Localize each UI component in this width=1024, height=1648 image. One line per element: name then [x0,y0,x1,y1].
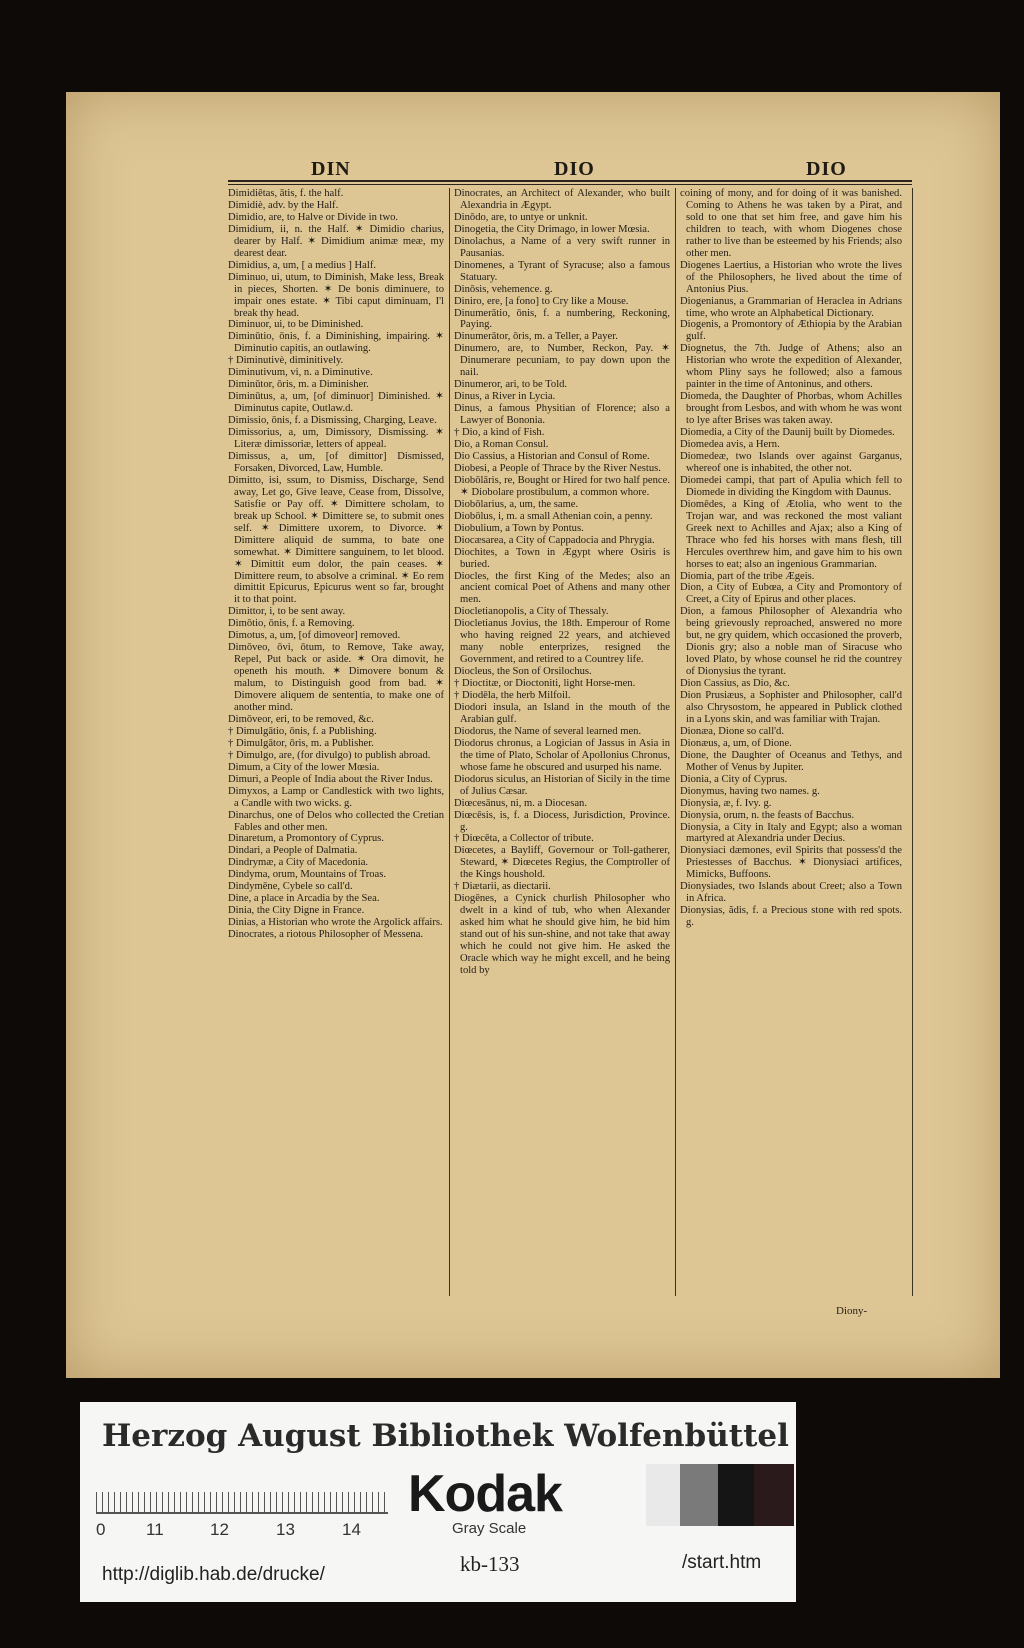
dictionary-entry: Dionysia, orum, n. the feasts of Bacchus. [680,809,855,821]
dictionary-entry: Dionymus, having two names. g. [680,785,820,797]
dictionary-entry: Dimidiētas, ātis, f. the half. [228,188,344,199]
dictionary-entry: Diobesi, a People of Thrace by the River Nestus. [454,462,661,474]
dictionary-entry: Diocles, the first King of the Medes; also an ancient comical Poet of Athens and many other men. [454,570,670,606]
dictionary-entry: Diobulium, a Town by Pontus. [454,522,584,534]
dictionary-entry: Dimōveo, ōvi, ōtum, to Remove, Take away, Repel, Put back or aside. ✶ Ora dimovit, he openeth his mouth. ✶ Dimovere bonum & malum, to Distinguish good from bad. ✶ Dimovere aliquem de sententia, to make one of another mind. [228,642,444,713]
dictionary-entry: Dimissio, ōnis, f. a Dismissing, Charging, Leave. [228,415,437,427]
dictionary-entry: Dimidio, are, to Halve or Divide in two. [228,211,399,223]
dictionary-entry: Dimissorius, a, um, Dimissory, Dismissing. ✶ Literæ dimissoriæ, letters of appeal. [228,427,444,451]
dictionary-entry: Dionia, a City of Cyprus. [680,773,788,785]
dictionary-entry: Dionysia, æ, f. Ivy. g. [680,797,772,809]
dictionary-entry: Dimōveor, eri, to be removed, &c. [228,713,374,725]
library-name: Herzog August Bibliothek Wolfenbüttel [102,1418,789,1454]
dictionary-entry: Dimittor, i, to be sent away. [228,606,346,618]
dictionary-entry: Dindrymæ, a City of Macedonia. [228,857,369,869]
dictionary-entry: † Diœcēta, a Collector of tribute. [454,833,594,845]
dictionary-entry: † Diætarii, as diectarii. [454,881,551,893]
dictionary-entry: † Diodēla, the herb Milfoil. [454,690,571,702]
dictionary-entry: coining of mony, and for doing of it was banished. Coming to Athens he was taken by a Pirat, and sold to one that set him free, and gave him his children to teach, with whom Diogenes chose rather to live than be esteemed by his Friends; also other men. [680,188,902,259]
ruler-number: 0 [96,1520,106,1539]
dictionary-entry: Dimidiè, adv. by the Half. [228,199,339,211]
dictionary-entry: Diobōlāris, re, Bought or Hired for two half pence. ✶ Diobolare prostibulum, a common whore. [454,474,670,498]
gray-scale-label: Gray Scale [452,1520,527,1537]
dictionary-entry: Dinumeror, ari, to be Told. [454,379,568,391]
dictionary-entry: Dinolachus, a Name of a very swift runner in Pausanias. [454,235,670,259]
dictionary-entry: Dionysiaci dæmones, evil Spirits that possess'd the Priestesses of Bacchus. ✶ Dionysiaci artifices, Mimicks, Buffoons. [680,845,902,881]
dictionary-entry: Diogenes Laertius, a Historian who wrote the lives of the Philosophers, he lived about the time of Antonius Pius. [680,259,902,295]
dictionary-entry: Diomeda, the Daughter of Phorbas, whom Achilles brought from Lesbos, and with whom he was wont to lye after Brises was taken away. [680,391,902,427]
dictionary-entry: Dindyma, orum, Mountains of Troas. [228,869,387,881]
dictionary-entry: Dimuri, a People of India about the River Indus. [228,773,433,785]
dictionary-entry: Diminūtor, ōris, m. a Diminisher. [228,379,369,391]
dictionary-entry: Diminutivum, vi, n. a Diminutive. [228,367,373,379]
ruler-number: 13 [276,1520,295,1539]
column-divider [449,188,450,1296]
column-divider [675,188,676,1296]
dictionary-entry: Dimissus, a, um, [of dimittor] Dismissed, Forsaken, Divorced, Law, Humble. [228,450,444,474]
measurement-ruler [96,1478,388,1514]
url-prefix: http://diglib.hab.de/drucke/ [102,1564,325,1585]
dictionary-entry: Dinias, a Historian who wrote the Argolick affairs. [228,917,443,929]
dictionary-entry: Dion Cassius, as Dio, &c. [680,678,790,690]
dictionary-entry: † Diminutivè, diminitively. [228,355,344,367]
library-color-card [80,1402,796,1602]
dictionary-entry: Diœcetes, a Bayliff, Governour or Toll-gatherer, Steward, ✶ Diœcetes Regius, the Comptroller of the Kings houshold. [454,845,670,881]
dictionary-entry: Diodori insula, an Island in the mouth of the Arabian gulf. [454,701,670,725]
dictionary-entry: Diodorus siculus, an Historian of Sicily in the time of Julius Cæsar. [454,773,670,797]
dictionary-entry: Dio Cassius, a Historian and Consul of Rome. [454,450,650,462]
dictionary-entry: Diomia, part of the tribe Ægeis. [680,570,815,582]
dictionary-entry: † Dio, a kind of Fish. [454,427,545,439]
catchword: Diony- [836,1305,868,1317]
dictionary-entry: Dio, a Roman Consul. [454,439,549,451]
book-page [66,92,1000,1378]
dictionary-entry: Diminūtio, ōnis, f. a Diminishing, impairing. ✶ Diminutio capitis, an outlawing. [228,331,444,355]
dictionary-entry: † Dioctitæ, or Dioctoniti, light Horse-men. [454,678,636,690]
dictionary-entry: Diomedei campi, that part of Apulia which fell to Diomede in dividing the Kingdom with Daunus. [680,474,902,498]
header-rule [228,180,912,182]
dictionary-entry: Dinumerātio, ōnis, f. a numbering, Reckoning, Paying. [454,307,670,331]
dictionary-entry: Dion, a City of Eubœa, a City and Promontory of Creet, a City of Epirus and other places. [680,582,902,606]
dictionary-entry: Dimyxos, a Lamp or Candlestick with two lights, a Candle with two wicks. g. [228,785,444,809]
dictionary-entry: Dinus, a River in Lycia. [454,391,556,403]
dictionary-entry: † Dimulgātor, ōris, m. a Publisher. [228,737,374,749]
dictionary-entry: Diminuo, ui, utum, to Diminish, Make less, Break in pieces, Shorten. ✶ De bonis diminuere, to impair ones estate. ✶ Tibi caput diminuam, I'l break thy head. [228,271,444,319]
dictionary-entry: † Dimulgo, are, (for divulgo) to publish abroad. [228,749,431,761]
gray-patch-light [646,1464,680,1526]
dictionary-entry: Diocleus, the Son of Orsilochus. [454,666,592,678]
gray-patch-black [754,1464,794,1526]
dictionary-entry: Diminuor, ui, to be Diminished. [228,319,364,331]
dictionary-entry: Dinocrates, a riotous Philosopher of Messena. [228,929,424,941]
dictionary-entry: Dimidius, a, um, [ a medius ] Half. [228,259,376,271]
dictionary-entry: Diobōlarius, a, um, the same. [454,498,579,510]
dictionary-entry: Dinogetia, the City Drimago, in lower Mœsia. [454,223,650,235]
dictionary-entry: Dinarchus, one of Delos who collected the Cretian Fables and other men. [228,809,444,833]
dictionary-entry: Diogenianus, a Grammarian of Heraclea in Adrians time, who wrote an Alphabetical Dictionary. [680,295,902,319]
ruler-number: 11 [146,1520,164,1539]
dictionary-entry: Diogenis, a Promontory of Æthiopia by the Arabian gulf. [680,319,902,343]
dictionary-entry: Dionysia, a City in Italy and Egypt; also a woman martyred at Alexandria under Decius. [680,821,902,845]
dictionary-entry: Dindymēne, Cybele so call'd. [228,881,353,893]
dictionary-entry: Diogēnes, a Cynick churlish Philosopher who dwelt in a kind of tub, who when Alexander asked him what he should give him, he bid him stand out of his sun-shine, and not take that away which he could not give him. He asked the Oracle which way he might excell, and he being told by [454,893,670,976]
dictionary-entry: Dionæus, a, um, of Dione. [680,737,792,749]
ruler-number: 12 [210,1520,229,1539]
dictionary-entry: † Dimulgātio, ōnis, f. a Publishing. [228,725,377,737]
dictionary-entry: Dine, a place in Arcadia by the Sea. [228,893,380,905]
dictionary-entry: Diomedea avis, a Hern. [680,439,780,451]
dictionary-entry: Diomēdes, a King of Ætolia, who went to the Trojan war, and was reckoned the most valiant Greek next to Achilles and Ajax; also a King of Thrace who fed his horses with mans flesh, till Hercules overthrew him, and gave him to his own horses to eat; also an ingenious Grammarian. [680,498,902,570]
dictionary-entry: Diodorus, the Name of several learned men. [454,725,642,737]
dictionary-entry: Diocletianus Jovius, the 18th. Emperour of Rome who having reigned 22 years, and atchieved many noble enterprizes, resigned the Government, and retired to a Countrey life. [454,618,670,666]
kodak-logo: Kodak [408,1465,562,1523]
gray-patch-mid [680,1464,718,1526]
dictionary-entry: Dimotus, a, um, [of dimoveor] removed. [228,630,401,642]
dictionary-entry: Diochites, a Town in Ægypt where Osiris is buried. [454,546,670,570]
dictionary-entry: Dinomenes, a Tyrant of Syracuse; also a famous Statuary. [454,259,670,283]
url-suffix: /start.htm [682,1552,762,1573]
shelfmark: kb-133 [460,1552,520,1576]
dictionary-entry: Dionæa, Dione so call'd. [680,725,785,737]
dictionary-entry: Dinocrates, an Architect of Alexander, who built Alexandria in Ægypt. [454,188,670,211]
header-rule-thin [228,184,912,185]
running-head-middle: DIO [554,158,595,180]
dictionary-column-3 [680,188,902,1300]
dictionary-entry: Dion, a famous Philosopher of Alexandria who being grievously reproached, answered no more but, ne gry quidem, which occasioned the proverb, Dionis gry; also a noble man of Siracuse who loved Plato, by whose counsel he rid the countrey of Dionysius the tyrant. [680,606,902,678]
dictionary-entry: Diocæsarea, a City of Cappadocia and Phrygia. [454,534,655,546]
running-head-left: DIN [311,158,351,180]
dictionary-column-2 [454,188,670,1300]
dictionary-entry: Diognetus, the 7th. Judge of Athens; also an Historian who wrote the expedition of Alexander, whom Pliny says he followed; also a famous painter in the time of Antoninus, and others. [680,343,902,391]
dictionary-entry: Dimitto, isi, ssum, to Dismiss, Discharge, Send away, Let go, Give leave, Cease from, Dissolve, Satisfie or Pay off. ✶ Dimittere scholam, to break up School. ✶ Dimittere se, to submit ones self. ✶ Dimittere uxorem, to Divorce. ✶ Dimittere aliquid de summa, to bate one somewhat. ✶ Dimittere sanguinem, to let blood. ✶ Dimittit eum dolor, the pain ceases. ✶ Dimittere reum, to absolve a criminal. ✶ Eo rem dimittit Epicurus, Epicurus went so far, brought it to that point. [228,474,444,606]
dictionary-column-1 [228,188,444,1300]
column-divider [912,188,913,1296]
dictionary-entry: Dimidium, ii, n. the Half. ✶ Dimidio charius, dearer by Half. ✶ Dimidium animæ meæ, my dearest dear. [228,223,444,259]
dictionary-entry: Diobōlus, i, m. a small Athenian coin, a penny. [454,510,653,522]
dictionary-entry: Diodorus chronus, a Logician of Jassus in Asia in the time of Plato, Scholar of Apollonius Chronus, whose fame he obscured and usurped his name. [454,737,670,773]
dictionary-entry: Diocletianopolis, a City of Thessaly. [454,606,609,618]
dictionary-entry: Dinumero, are, to Number, Reckon, Pay. ✶ Dinumerare pecuniam, to pay down upon the nail. [454,343,670,379]
dictionary-entry: Dinaretum, a Promontory of Cyprus. [228,833,384,845]
dictionary-entry: Diomedeæ, two Islands over against Garganus, whereof one is inhabited, the other not. [680,450,902,474]
gray-patch-dark [718,1464,754,1526]
dictionary-entry: Diniro, ere, [a fono] to Cry like a Mouse. [454,295,629,307]
dictionary-entry: Dinōdo, are, to untye or unknit. [454,211,588,223]
dictionary-entry: Dindari, a People of Dalmatia. [228,845,358,857]
dictionary-entry: Dimum, a City of the lower Mœsia. [228,761,380,773]
dictionary-entry: Dinōsis, vehemence. g. [454,283,553,295]
dictionary-entry: Dinus, a famous Physitian of Florence; also a Lawyer of Bononia. [454,403,670,427]
dictionary-entry: Diœcēsis, is, f. a Diocess, Jurisdiction, Province. g. [454,809,670,833]
dictionary-entry: Dimōtio, ōnis, f. a Removing. [228,618,355,630]
dictionary-entry: Diœcesānus, ni, m. a Diocesan. [454,797,587,809]
dictionary-entry: Dinia, the City Digne in France. [228,905,365,917]
dictionary-entry: Dionysias, ădis, f. a Precious stone with red spots. g. [680,905,902,929]
dictionary-entry: Dinumerātor, ōris, m. a Teller, a Payer. [454,331,618,343]
ruler-number: 14 [342,1520,361,1539]
dictionary-entry: Dione, the Daughter of Oceanus and Tethys, and Mother of Venus by Jupiter. [680,749,902,773]
dictionary-entry: Diomedia, a City of the Daunij built by Diomedes. [680,427,895,439]
running-head-right: DIO [806,158,847,180]
dictionary-entry: Dionysiades, two Islands about Creet; also a Town in Africa. [680,881,902,905]
dictionary-entry: Diminūtus, a, um, [of diminuor] Diminished. ✶ Diminutus capite, Outlaw.d. [228,391,444,415]
dictionary-entry: Dion Prusiæus, a Sophister and Philosopher, call'd also Chrysostom, he appeared in Publick clothed in a Lyons skin, and was familiar with Trajan. [680,690,902,725]
